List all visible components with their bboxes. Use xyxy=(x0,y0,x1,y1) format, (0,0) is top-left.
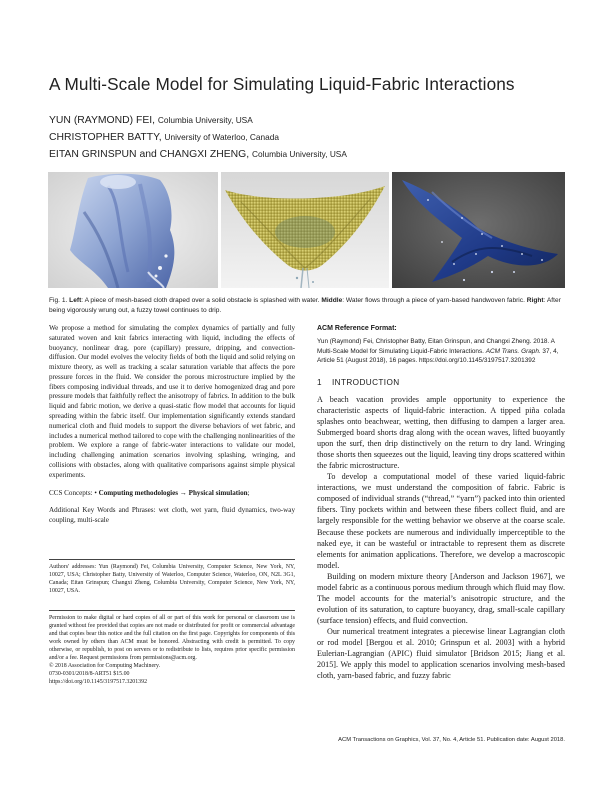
teaser-figure xyxy=(48,172,565,288)
intro-body xyxy=(317,394,565,681)
author-affiliation: Columbia University, USA xyxy=(157,115,253,125)
wrung-towel-image xyxy=(392,172,565,288)
reference-journal: ACM Trans. Graph. xyxy=(485,347,541,355)
section-title: INTRODUCTION xyxy=(331,378,400,388)
ccs-value: Computing methodologies → Physical simulation xyxy=(98,488,248,497)
caption-right-label: Right xyxy=(526,297,544,304)
section-number: 1 xyxy=(317,378,322,388)
intro-paragraph: Our numerical treatment integrates a piecewise linear Lagrangian cloth or rod model [Bergou et al. 2010; Grinspun et al. 2003] with a hybrid Eulerian-Lagrangian (APIC) fluid simulator [Bridson 2015; Jiang et al. 2015]. We apply this model to application scenarios involving mesh-based cloth, yarn-based fabric, and fuzzy fabric xyxy=(317,626,565,681)
author-affiliation: Columbia University, USA xyxy=(252,149,347,159)
reference-text: Yun (Raymond) Fei, Christopher Batty, Eitan Grinspun, and Changxi Zheng. 2018. A Multi-Scale Model for Simulating Liquid-Fabric Interactions. xyxy=(317,337,555,355)
figure-panel-right xyxy=(392,172,565,288)
reference-format-heading: ACM Reference Format: xyxy=(317,325,397,332)
reference-format-text xyxy=(317,337,565,366)
author-addresses-block xyxy=(49,559,295,595)
woven-fabric-image xyxy=(221,172,389,288)
paper-title: A Multi-Scale Model for Simulating Liquid-Fabric Interactions xyxy=(49,74,515,94)
footnote-divider xyxy=(49,559,295,560)
footnote-divider xyxy=(49,610,295,611)
doi-link[interactable]: https://doi.org/10.1145/3197517.3201392 xyxy=(49,679,148,685)
ccs-end: ; xyxy=(247,488,250,497)
ccs-label: CCS Concepts: • xyxy=(49,488,99,497)
reference-tail: 37, 4, Article 51 (August 2018), 16 pages. https://doi.org/10.1145/3197517.3201392 xyxy=(317,347,559,365)
figure-panel-left xyxy=(48,172,218,288)
author-affiliation: University of Waterloo, Canada xyxy=(164,132,279,142)
page-footer: ACM Transactions on Graphics, Vol. 37, No. 4, Article 51. Publication date: August 2018. xyxy=(338,737,565,743)
caption-middle-text: : Water flows through a piece of yarn-based handwoven fabric. xyxy=(342,297,525,304)
caption-middle-label: Middle xyxy=(321,297,343,304)
keywords: Additional Key Words and Phrases: wet cloth, wet yarn, fluid dynamics, two-way coupling, multi-scale xyxy=(49,506,295,525)
section-heading xyxy=(317,378,565,388)
caption-left-text: : A piece of mesh-based cloth draped over a solid obstacle is splashed with water. xyxy=(81,297,320,304)
issn: 0730-0301/2018/8-ART51 $15.00 xyxy=(49,671,130,677)
figure-panel-middle xyxy=(221,172,389,288)
caption-left-label: Left xyxy=(69,297,82,304)
author-block xyxy=(49,112,347,163)
permission-notice: Permission to make digital or hard copies of all or part of this work for personal or classroom use is granted without fee provided that copies are not made or distributed for profit or commercial advantage and that copies bear this notice and the full citation on the first page. Copyrights for components of this work owned by others than ACM must be honored. Abstracting with credit is permitted. To copy otherwise, or republish, to post on servers or to redistribute to lists, requires prior specific permission and/or a fee. Request permissions from permissions@acm.org. xyxy=(49,615,295,661)
abstract: We propose a method for simulating the complex dynamics of partially and fully saturated woven and knit fabrics interacting with liquid, including the effects of buoyancy, nonlinear drag, pore (capillary) pressure, dripping, and convection-diffusion. Our model evolves the velocity fields of both the liquid and solid relying on mixture theory, as well as tracking a scalar saturation variable that affects the pore pressure forces in the fluid. We consider the porous microstructure implied by the fibers composing individual threads, and use it to derive homogenized drag and pore pressure models that faithfully reflect the anisotropy of fabrics. In addition to the bulk liquid and fabric motion, we derive a quasi-static flow model that accounts for liquid spreading within the fabric itself. Our implementation significantly extends standard numerical cloth and fluid models to support the diverse behaviors of wet fabric, and includes a numerical method tailored to cope with the challenging nonlinearities of the problem. We explore a range of fabric-water interactions to validate our model, including challenging animation scenarios involving splashing, wringing, and collisions with obstacles, along with qualitative comparisons against simple physical experiments. xyxy=(49,324,295,479)
intro-paragraph: Building on modern mixture theory [Anderson and Jackson 1967], we model fabric as a continuous porous medium through which fluid may flow. The model accounts for the material’s anisotropic structure, and the evolution of its saturation, to capture buoyancy, drag, small-scale capillary (surface tension) effects, and fluid convection. xyxy=(317,571,565,625)
author-addresses: Authors' addresses: Yun (Raymond) Fei, Columbia University, Computer Science, New York, NY, 10027, USA; Christopher Batty, University of Waterloo, Computer Science, Waterloo, ON, N2L 3G1, Canada; Eitan Grinspun; Changxi Zheng, Columbia University, Computer Science, New York, NY, 10027, USA. xyxy=(49,564,295,594)
author-names: YUN (RAYMOND) FEI, xyxy=(49,115,158,126)
author-line-3 xyxy=(49,146,347,163)
author-names: EITAN GRINSPUN and CHANGXI ZHENG, xyxy=(49,149,253,160)
intro-paragraph: To develop a computational model of these varied liquid-fabric interactions, we must understand the composition of fabric. Fabric is composed of individual strands (“thread,” “yarn”) packed into thin oriented fibers. Tiny pockets within and between these fibers collect fluid, and are largely responsible for the wetting behavior we observe at the coarse scale. Because these pockets are numerous and individually imperceptible to the naked eye, it can be wasteful or intractable to represent them as discrete elements for animation applications. Therefore, we develop a macroscopic model. xyxy=(317,472,565,570)
figure-caption xyxy=(49,296,565,316)
author-line-1 xyxy=(49,112,347,129)
caption-label: Fig. 1. xyxy=(49,297,68,304)
permission-block xyxy=(49,610,295,686)
right-column xyxy=(317,324,565,681)
left-column xyxy=(49,324,295,526)
author-line-2 xyxy=(49,129,347,146)
ccs-concepts xyxy=(49,489,295,499)
caption-right-text: : After being vigorously wrung out, a fuzzy towel continues to drip. xyxy=(49,297,561,314)
copyright: © 2018 Association for Computing Machinery. xyxy=(49,663,161,669)
author-names: CHRISTOPHER BATTY, xyxy=(49,132,165,143)
draped-cloth-image xyxy=(48,172,218,288)
intro-paragraph: A beach vacation provides ample opportunity to experience the characteristic aspects of liquid-fabric interaction. A tipped piña colada splashes onto beachwear, wetting, then diffusing to dampen a larger area. Submerged board shorts drag along with the ocean waves, lifted buoyantly upon the surf, then drip distinctively on the return to dry land. Wringing those shorts then squeezes out the liquid, leaving tiny drops scattered within the fabric microstructure. xyxy=(317,394,565,471)
